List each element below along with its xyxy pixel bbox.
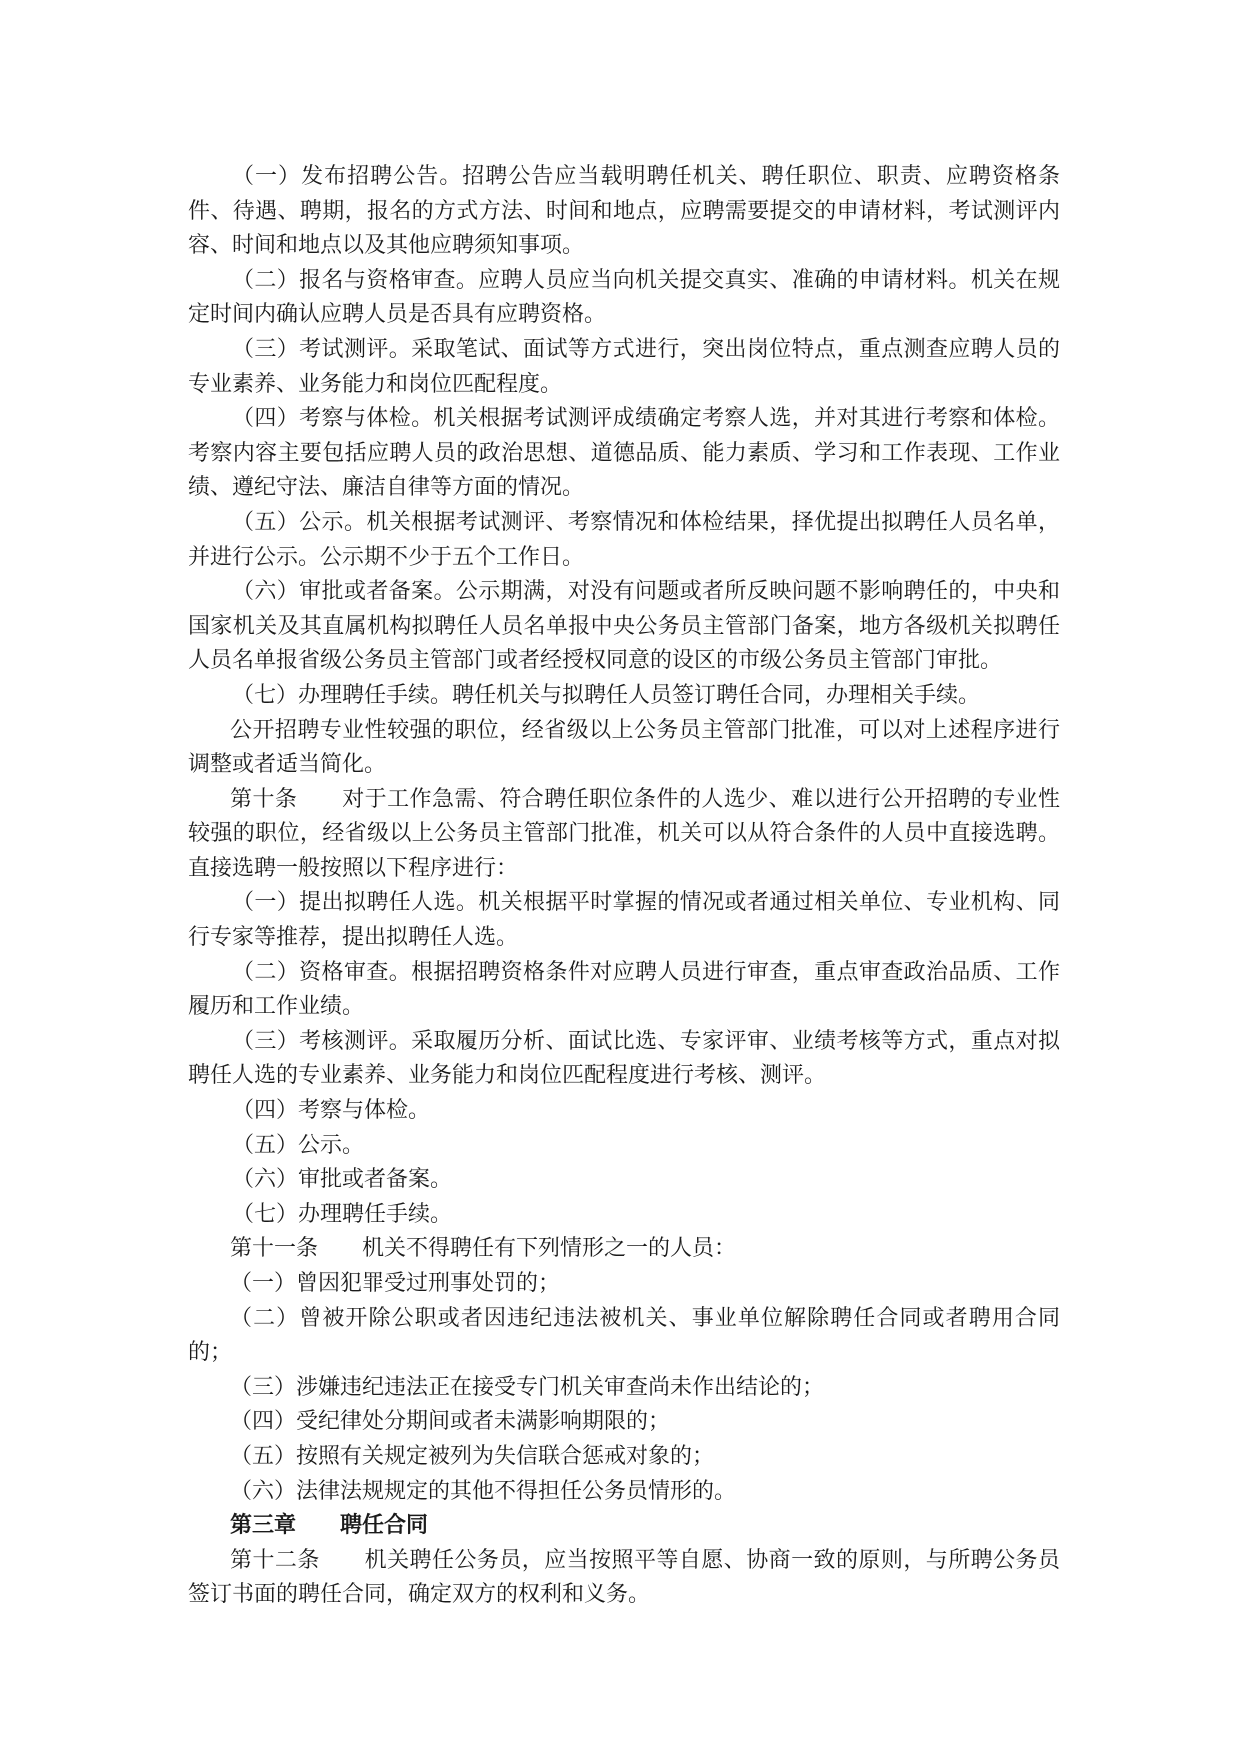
- list-item-1: （一）曾因犯罪受过刑事处罚的；: [230, 1271, 561, 1296]
- article-11: 第十一条 机关不得聘任有下列情形之一的人员：: [230, 1236, 737, 1262]
- paragraph-12: （三）考核测评。采取履历分析、面试比选、专家评审、业绩考核等方式，重点对拟聘任人选的专业素养、业务能力和岗位匹配程度进行考核、测评。: [188, 1028, 1060, 1089]
- paragraph-2: （二）报名与资格审查。应聘人员应当向机关提交真实、准确的申请材料。机关在规定时间内确认应聘人员是否具有应聘资格。: [188, 267, 1060, 328]
- list-item-6: （六）法律法规规定的其他不得担任公务员情形的。: [230, 1478, 737, 1504]
- article-10: 第十条 对于工作急需、符合聘任职位条件的人选少、难以进行公开招聘的专业性较强的职位，经省级以上公务员主管部门批准，机关可以从符合条件的人员中直接选聘。直接选聘一般按照以下程序进行：: [188, 786, 1060, 881]
- paragraph-8: 公开招聘专业性较强的职位，经省级以上公务员主管部门批准，可以对上述程序进行调整或者适当简化。: [188, 717, 1060, 778]
- paragraph-16: （七）办理聘任手续。: [232, 1201, 453, 1227]
- article-12: 第十二条 机关聘任公务员，应当按照平等自愿、协商一致的原则，与所聘公务员签订书面的聘任合同，确定双方的权利和义务。: [188, 1547, 1060, 1608]
- paragraph-10: （一）提出拟聘任人选。机关根据平时掌握的情况或者通过相关单位、专业机构、同行专家等推荐，提出拟聘任人选。: [188, 890, 1060, 951]
- paragraph-3: （三）考试测评。采取笔试、面试等方式进行，突出岗位特点，重点测查应聘人员的专业素养、业务能力和岗位匹配程度。: [188, 336, 1060, 397]
- list-item-5: （五）按照有关规定被列为失信联合惩戒对象的；: [230, 1443, 715, 1469]
- paragraph-7: （七）办理聘任手续。聘任机关与拟聘任人员签订聘任合同，办理相关手续。: [232, 682, 981, 708]
- paragraph-5: （五）公示。机关根据考试测评、考察情况和体检结果，择优提出拟聘任人员名单，并进行公示。公示期不少于五个工作日。: [188, 509, 1060, 570]
- paragraph-6: （六）审批或者备案。公示期满，对没有问题或者所反映问题不影响聘任的，中央和国家机关及其直属机构拟聘任人员名单报中央公务员主管部门备案，地方各级机关拟聘任人员名单报省级公务员主管部门或者经授权同意的设区的市级公务员主管部门审批。: [188, 579, 1060, 674]
- paragraph-15: （六）审批或者备案。: [232, 1167, 453, 1193]
- list-item-4: （四）受纪律处分期间或者未满影响期限的；: [230, 1409, 671, 1435]
- list-item-2: （二）曾被开除公职或者因违纪违法被机关、事业单位解除聘任合同或者聘用合同的；: [188, 1305, 1060, 1366]
- chapter-heading: 第三章 聘任合同: [230, 1513, 429, 1539]
- paragraph-14: （五）公示。: [232, 1132, 365, 1158]
- paragraph-13: （四）考察与体检。: [232, 1098, 431, 1124]
- paragraph-4: （四）考察与体检。机关根据考试测评成绩确定考察人选，并对其进行考察和体检。考察内容主要包括应聘人员的政治思想、道德品质、能力素质、学习和工作表现、工作业绩、遵纪守法、廉洁自律等方面的情况。: [188, 406, 1060, 501]
- document-page: [188, 160, 1060, 1613]
- list-item-3: （三）涉嫌违纪违法正在接受专门机关审查尚未作出结论的；: [230, 1374, 825, 1400]
- paragraph-11: （二）资格审查。根据招聘资格条件对应聘人员进行审查，重点审查政治品质、工作履历和工作业绩。: [188, 959, 1060, 1020]
- paragraph-1: （一）发布招聘公告。招聘公告应当载明聘任机关、聘任职位、职责、应聘资格条件、待遇、聘期，报名的方式方法、时间和地点，应聘需要提交的申请材料，考试测评内容、时间和地点以及其他应聘须知事项。: [188, 164, 1060, 259]
